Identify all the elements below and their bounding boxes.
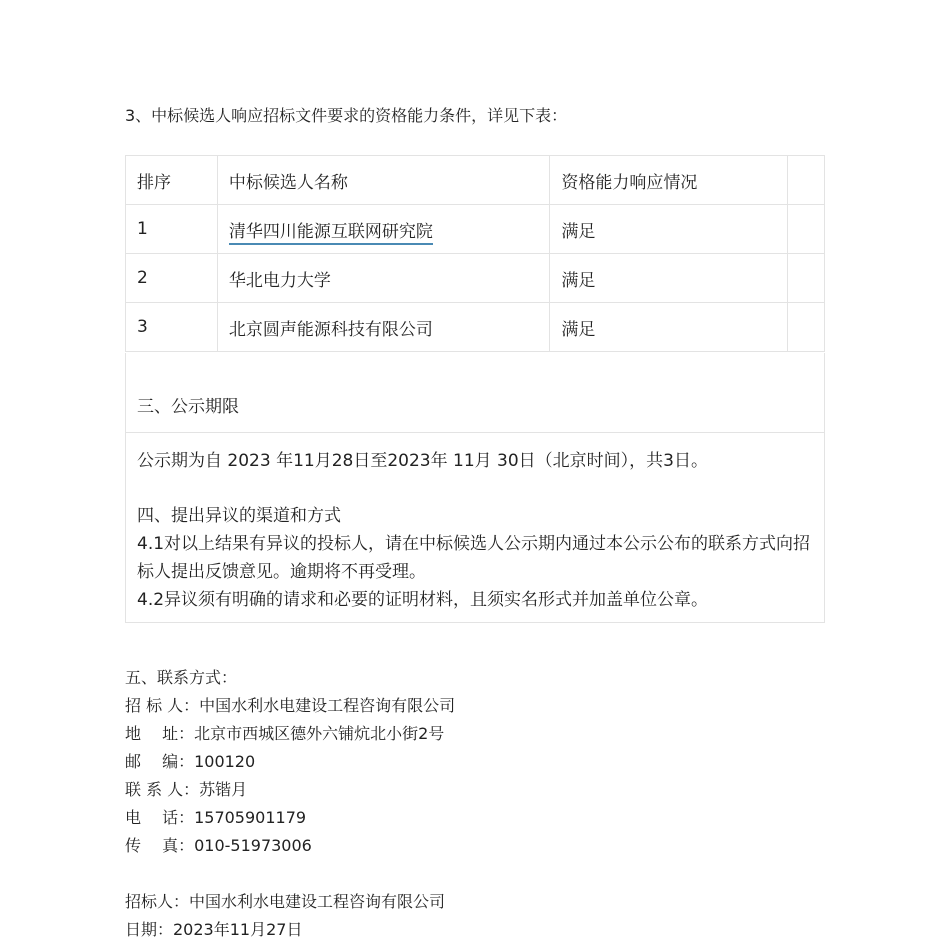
objection-heading: 四、提出异议的渠道和方式	[137, 506, 341, 526]
row-status: 满足	[550, 303, 788, 352]
contact-address: 地 址：北京市西城区德外六铺炕北小街2号	[125, 724, 445, 743]
row-rank: 3	[126, 303, 218, 352]
candidate-name-link[interactable]: 清华四川能源互联网研究院	[229, 222, 433, 245]
objection-paragraph-1: 4.1对以上结果有异议的投标人，请在中标候选人公示期内通过本公示公布的联系方式向招标人提出反馈意见。逾期将不再受理。	[137, 534, 811, 582]
contact-tenderer: 招 标 人：中国水利水电建设工程咨询有限公司	[125, 696, 456, 715]
row-empty	[788, 303, 825, 352]
intro-text: 3、中标候选人响应招标文件要求的资格能力条件，详见下表：	[125, 106, 568, 125]
row-rank: 1	[126, 205, 218, 254]
contact-postcode: 邮 编：100120	[125, 752, 256, 771]
contact-section	[125, 664, 455, 944]
period-section	[125, 353, 825, 433]
candidate-table	[125, 155, 825, 352]
objection-section	[125, 432, 825, 623]
row-status: 满足	[550, 254, 788, 303]
row-empty	[788, 254, 825, 303]
period-heading: 三、公示期限	[137, 397, 239, 417]
row-name: 北京圆声能源科技有限公司	[217, 303, 550, 352]
table-header-row	[126, 156, 825, 205]
signature-tenderer: 招标人：中国水利水电建设工程咨询有限公司	[125, 892, 446, 911]
table-row	[126, 254, 825, 303]
table-row	[126, 303, 825, 352]
signature-date: 日期：2023年11月27日	[125, 920, 303, 939]
contact-phone: 电 话：15705901179	[125, 808, 307, 827]
period-text: 公示期为自 2023 年11月28日至2023年 11月 30日（北京时间），共3日。	[137, 451, 708, 471]
row-rank: 2	[126, 254, 218, 303]
objection-paragraph-2: 4.2异议须有明确的请求和必要的证明材料，且须实名形式并加盖单位公章。	[137, 590, 709, 610]
table-row	[126, 205, 825, 254]
row-status: 满足	[550, 205, 788, 254]
row-empty	[788, 205, 825, 254]
header-empty	[788, 156, 825, 205]
contact-person: 联 系 人：苏锴月	[125, 780, 248, 799]
contact-heading: 五、联系方式：	[125, 668, 238, 687]
header-rank: 排序	[126, 156, 218, 205]
row-name-cell	[217, 205, 550, 254]
header-name: 中标候选人名称	[217, 156, 550, 205]
contact-fax: 传 真：010-51973006	[125, 836, 312, 855]
row-name: 华北电力大学	[217, 254, 550, 303]
header-status: 资格能力响应情况	[550, 156, 788, 205]
